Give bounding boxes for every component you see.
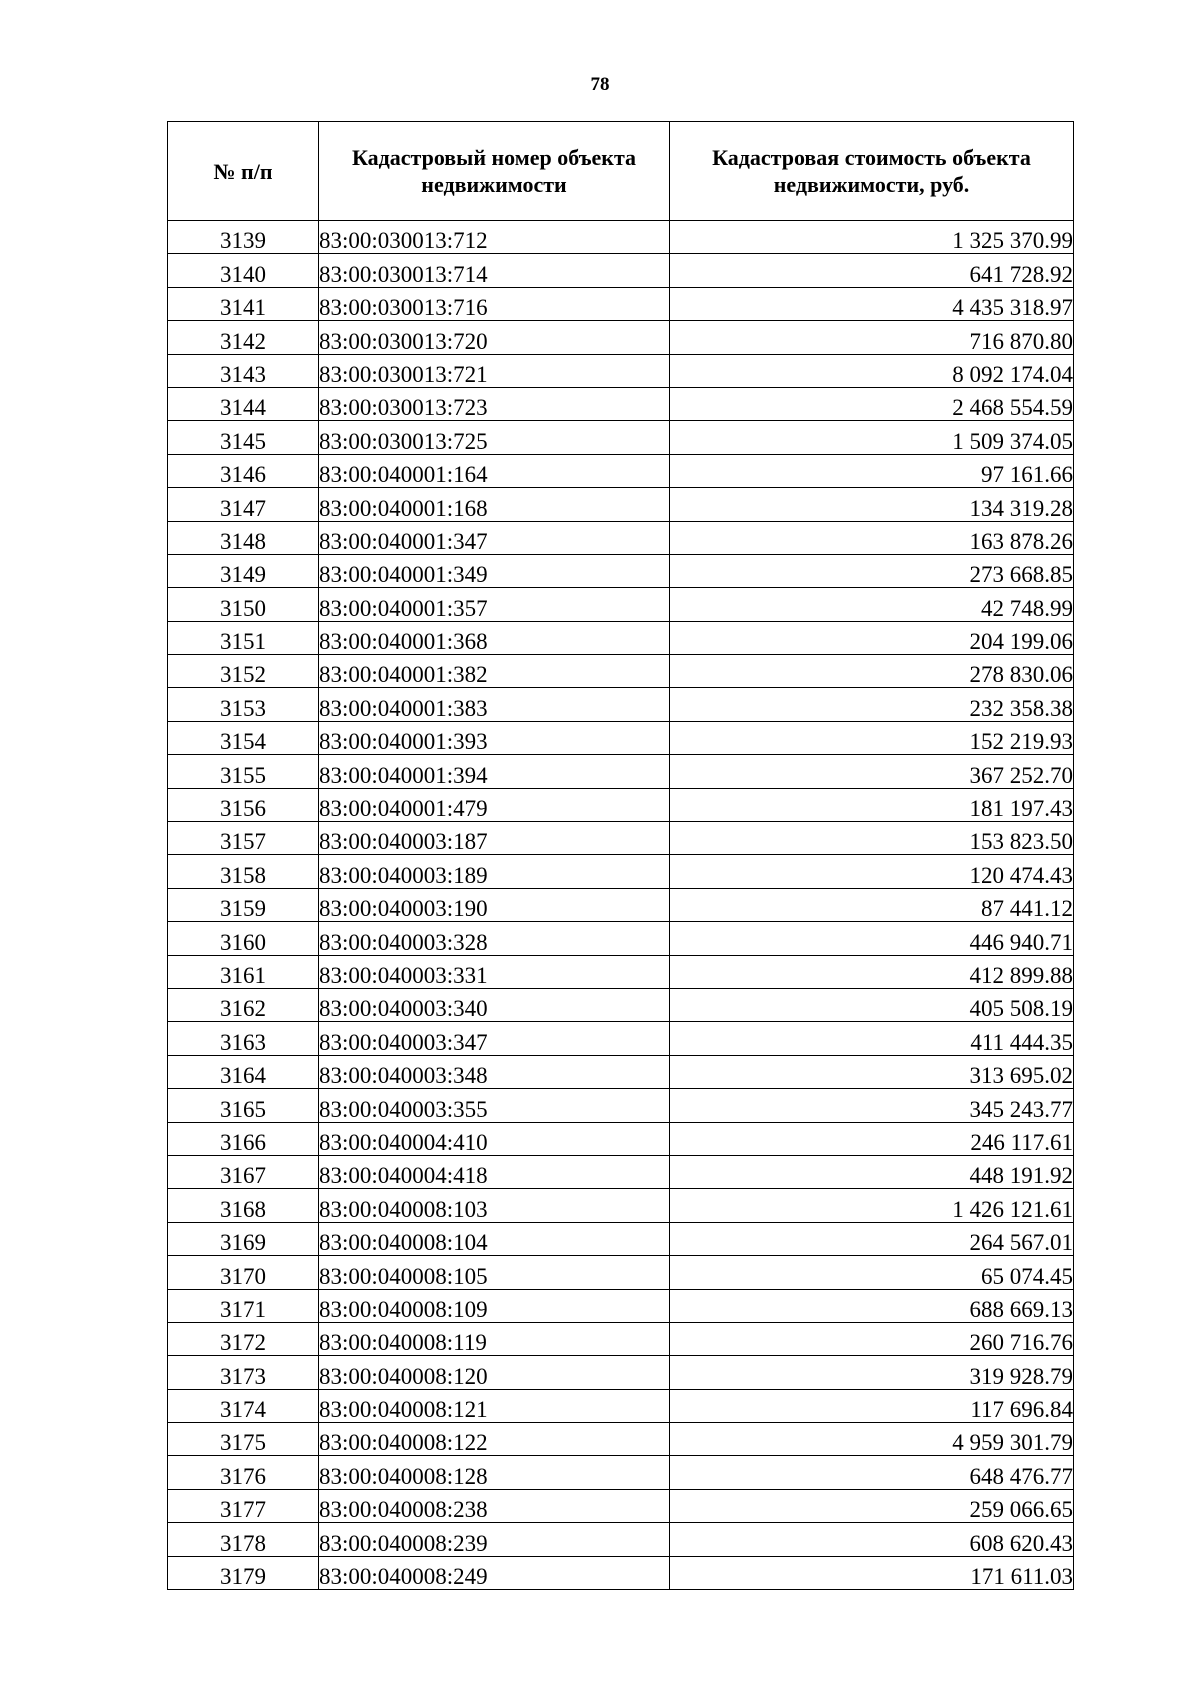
table-row [168, 1189, 1074, 1222]
table-row [168, 621, 1074, 654]
cadastral-number-cell: 83:00:040008:104 [319, 1222, 670, 1255]
row-number-cell: 3157 [168, 822, 319, 855]
cadastral-value-cell: 260 716.76 [670, 1322, 1074, 1355]
cadastral-number-cell: 83:00:040001:168 [319, 488, 670, 521]
table-row [168, 988, 1074, 1021]
table-row [168, 254, 1074, 287]
row-number-cell: 3150 [168, 588, 319, 621]
cadastral-value-cell: 117 696.84 [670, 1389, 1074, 1422]
cadastral-number-cell: 83:00:040008:249 [319, 1556, 670, 1589]
cadastral-value-cell: 345 243.77 [670, 1089, 1074, 1122]
cadastral-value-cell: 1 426 121.61 [670, 1189, 1074, 1222]
cadastral-value-cell: 181 197.43 [670, 788, 1074, 821]
row-number-cell: 3158 [168, 855, 319, 888]
cadastral-number-cell: 83:00:040001:349 [319, 554, 670, 587]
table-row [168, 454, 1074, 487]
cadastral-number-cell: 83:00:040003:187 [319, 822, 670, 855]
row-number-cell: 3152 [168, 655, 319, 688]
cadastral-value-cell: 264 567.01 [670, 1222, 1074, 1255]
cadastral-value-cell: 232 358.38 [670, 688, 1074, 721]
row-number-cell: 3168 [168, 1189, 319, 1222]
cadastral-number-cell: 83:00:030013:712 [319, 221, 670, 254]
row-number-cell: 3162 [168, 988, 319, 1021]
table-row [168, 221, 1074, 254]
cadastral-number-cell: 83:00:030013:716 [319, 287, 670, 320]
cadastral-number-cell: 83:00:030013:720 [319, 321, 670, 354]
table-row [168, 1356, 1074, 1389]
table-row [168, 1556, 1074, 1589]
table-row [168, 1155, 1074, 1188]
row-number-cell: 3174 [168, 1389, 319, 1422]
cadastral-value-table [167, 121, 1074, 1590]
cadastral-value-cell: 608 620.43 [670, 1523, 1074, 1556]
cadastral-value-cell: 97 161.66 [670, 454, 1074, 487]
row-number-cell: 3170 [168, 1256, 319, 1289]
row-number-cell: 3140 [168, 254, 319, 287]
row-number-cell: 3177 [168, 1489, 319, 1522]
row-number-cell: 3156 [168, 788, 319, 821]
cadastral-number-cell: 83:00:040003:328 [319, 922, 670, 955]
table-row [168, 554, 1074, 587]
cadastral-number-cell: 83:00:040001:382 [319, 655, 670, 688]
cadastral-value-cell: 716 870.80 [670, 321, 1074, 354]
table-row [168, 588, 1074, 621]
cadastral-value-cell: 246 117.61 [670, 1122, 1074, 1155]
cadastral-number-cell: 83:00:030013:714 [319, 254, 670, 287]
cadastral-number-cell: 83:00:040001:368 [319, 621, 670, 654]
cadastral-number-cell: 83:00:030013:723 [319, 387, 670, 420]
cadastral-number-cell: 83:00:040003:347 [319, 1022, 670, 1055]
cadastral-value-cell: 163 878.26 [670, 521, 1074, 554]
cadastral-value-cell: 259 066.65 [670, 1489, 1074, 1522]
cadastral-number-cell: 83:00:040008:105 [319, 1256, 670, 1289]
cadastral-number-cell: 83:00:040001:479 [319, 788, 670, 821]
cadastral-value-cell: 1 325 370.99 [670, 221, 1074, 254]
cadastral-value-cell: 688 669.13 [670, 1289, 1074, 1322]
table-row [168, 1256, 1074, 1289]
row-number-cell: 3139 [168, 221, 319, 254]
table-row [168, 354, 1074, 387]
cadastral-number-cell: 83:00:040003:355 [319, 1089, 670, 1122]
cadastral-number-cell: 83:00:040003:340 [319, 988, 670, 1021]
table-row [168, 321, 1074, 354]
cadastral-value-cell: 65 074.45 [670, 1256, 1074, 1289]
row-number-cell: 3147 [168, 488, 319, 521]
row-number-cell: 3178 [168, 1523, 319, 1556]
cadastral-value-cell: 278 830.06 [670, 655, 1074, 688]
cadastral-number-cell: 83:00:040003:331 [319, 955, 670, 988]
table-row [168, 387, 1074, 420]
cadastral-value-cell: 367 252.70 [670, 755, 1074, 788]
cadastral-number-cell: 83:00:040001:383 [319, 688, 670, 721]
table-row [168, 521, 1074, 554]
cadastral-number-cell: 83:00:040008:109 [319, 1289, 670, 1322]
row-number-cell: 3141 [168, 287, 319, 320]
cadastral-value-cell: 171 611.03 [670, 1556, 1074, 1589]
cadastral-value-cell: 152 219.93 [670, 721, 1074, 754]
cadastral-value-cell: 273 668.85 [670, 554, 1074, 587]
row-number-cell: 3144 [168, 387, 319, 420]
table-row [168, 1289, 1074, 1322]
cadastral-value-cell: 42 748.99 [670, 588, 1074, 621]
cadastral-number-cell: 83:00:040008:238 [319, 1489, 670, 1522]
row-number-cell: 3145 [168, 421, 319, 454]
cadastral-number-cell: 83:00:030013:721 [319, 354, 670, 387]
cadastral-number-cell: 83:00:040001:394 [319, 755, 670, 788]
header-cadastral-number: Кадастровый номер объекта недвижимости [319, 122, 670, 221]
table-row [168, 855, 1074, 888]
cadastral-value-cell: 8 092 174.04 [670, 354, 1074, 387]
cadastral-value-cell: 319 928.79 [670, 1356, 1074, 1389]
cadastral-value-cell: 4 435 318.97 [670, 287, 1074, 320]
table-row [168, 421, 1074, 454]
table-row [168, 1055, 1074, 1088]
row-number-cell: 3175 [168, 1423, 319, 1456]
row-number-cell: 3153 [168, 688, 319, 721]
cadastral-value-cell: 411 444.35 [670, 1022, 1074, 1055]
row-number-cell: 3160 [168, 922, 319, 955]
cadastral-number-cell: 83:00:040003:190 [319, 888, 670, 921]
table-row [168, 721, 1074, 754]
table-row [168, 922, 1074, 955]
row-number-cell: 3149 [168, 554, 319, 587]
row-number-cell: 3166 [168, 1122, 319, 1155]
table-row [168, 755, 1074, 788]
table-row [168, 1222, 1074, 1255]
cadastral-number-cell: 83:00:040008:120 [319, 1356, 670, 1389]
cadastral-value-cell: 313 695.02 [670, 1055, 1074, 1088]
cadastral-value-cell: 120 474.43 [670, 855, 1074, 888]
row-number-cell: 3173 [168, 1356, 319, 1389]
cadastral-value-cell: 641 728.92 [670, 254, 1074, 287]
table-row [168, 688, 1074, 721]
cadastral-number-cell: 83:00:030013:725 [319, 421, 670, 454]
cadastral-number-cell: 83:00:040008:103 [319, 1189, 670, 1222]
cadastral-number-cell: 83:00:040004:410 [319, 1122, 670, 1155]
row-number-cell: 3154 [168, 721, 319, 754]
table-row [168, 1322, 1074, 1355]
row-number-cell: 3165 [168, 1089, 319, 1122]
table-row [168, 1523, 1074, 1556]
row-number-cell: 3179 [168, 1556, 319, 1589]
cadastral-value-cell: 2 468 554.59 [670, 387, 1074, 420]
cadastral-number-cell: 83:00:040001:164 [319, 454, 670, 487]
cadastral-number-cell: 83:00:040008:122 [319, 1423, 670, 1456]
table-row [168, 1423, 1074, 1456]
cadastral-number-cell: 83:00:040008:239 [319, 1523, 670, 1556]
cadastral-value-cell: 405 508.19 [670, 988, 1074, 1021]
header-cadastral-value: Кадастровая стоимость объекта недвижимости, руб. [670, 122, 1074, 221]
row-number-cell: 3163 [168, 1022, 319, 1055]
row-number-cell: 3143 [168, 354, 319, 387]
cadastral-value-cell: 446 940.71 [670, 922, 1074, 955]
cadastral-number-cell: 83:00:040003:189 [319, 855, 670, 888]
table-row [168, 655, 1074, 688]
row-number-cell: 3159 [168, 888, 319, 921]
cadastral-number-cell: 83:00:040008:121 [319, 1389, 670, 1422]
cadastral-number-cell: 83:00:040004:418 [319, 1155, 670, 1188]
cadastral-value-cell: 134 319.28 [670, 488, 1074, 521]
table-row [168, 287, 1074, 320]
table-row [168, 822, 1074, 855]
cadastral-number-cell: 83:00:040008:119 [319, 1322, 670, 1355]
cadastral-number-cell: 83:00:040008:128 [319, 1456, 670, 1489]
cadastral-number-cell: 83:00:040001:347 [319, 521, 670, 554]
row-number-cell: 3148 [168, 521, 319, 554]
page-number: 78 [590, 74, 610, 95]
table-row [168, 788, 1074, 821]
row-number-cell: 3172 [168, 1322, 319, 1355]
cadastral-value-cell: 204 199.06 [670, 621, 1074, 654]
row-number-cell: 3169 [168, 1222, 319, 1255]
table-row [168, 1489, 1074, 1522]
row-number-cell: 3161 [168, 955, 319, 988]
table-row [168, 1122, 1074, 1155]
cadastral-value-cell: 153 823.50 [670, 822, 1074, 855]
table-row [168, 1456, 1074, 1489]
cadastral-number-cell: 83:00:040001:393 [319, 721, 670, 754]
header-row-number: № п/п [168, 122, 319, 221]
table-row [168, 1022, 1074, 1055]
cadastral-value-cell: 648 476.77 [670, 1456, 1074, 1489]
row-number-cell: 3151 [168, 621, 319, 654]
table-row [168, 488, 1074, 521]
cadastral-number-cell: 83:00:040003:348 [319, 1055, 670, 1088]
table-row [168, 1089, 1074, 1122]
table-body [168, 221, 1074, 1590]
cadastral-value-cell: 412 899.88 [670, 955, 1074, 988]
table-row [168, 955, 1074, 988]
cadastral-value-cell: 448 191.92 [670, 1155, 1074, 1188]
cadastral-value-cell: 87 441.12 [670, 888, 1074, 921]
row-number-cell: 3142 [168, 321, 319, 354]
row-number-cell: 3146 [168, 454, 319, 487]
row-number-cell: 3171 [168, 1289, 319, 1322]
table-header-row [168, 122, 1074, 221]
cadastral-value-cell: 4 959 301.79 [670, 1423, 1074, 1456]
row-number-cell: 3167 [168, 1155, 319, 1188]
table-row [168, 1389, 1074, 1422]
row-number-cell: 3164 [168, 1055, 319, 1088]
table-row [168, 888, 1074, 921]
cadastral-number-cell: 83:00:040001:357 [319, 588, 670, 621]
row-number-cell: 3176 [168, 1456, 319, 1489]
cadastral-value-cell: 1 509 374.05 [670, 421, 1074, 454]
row-number-cell: 3155 [168, 755, 319, 788]
